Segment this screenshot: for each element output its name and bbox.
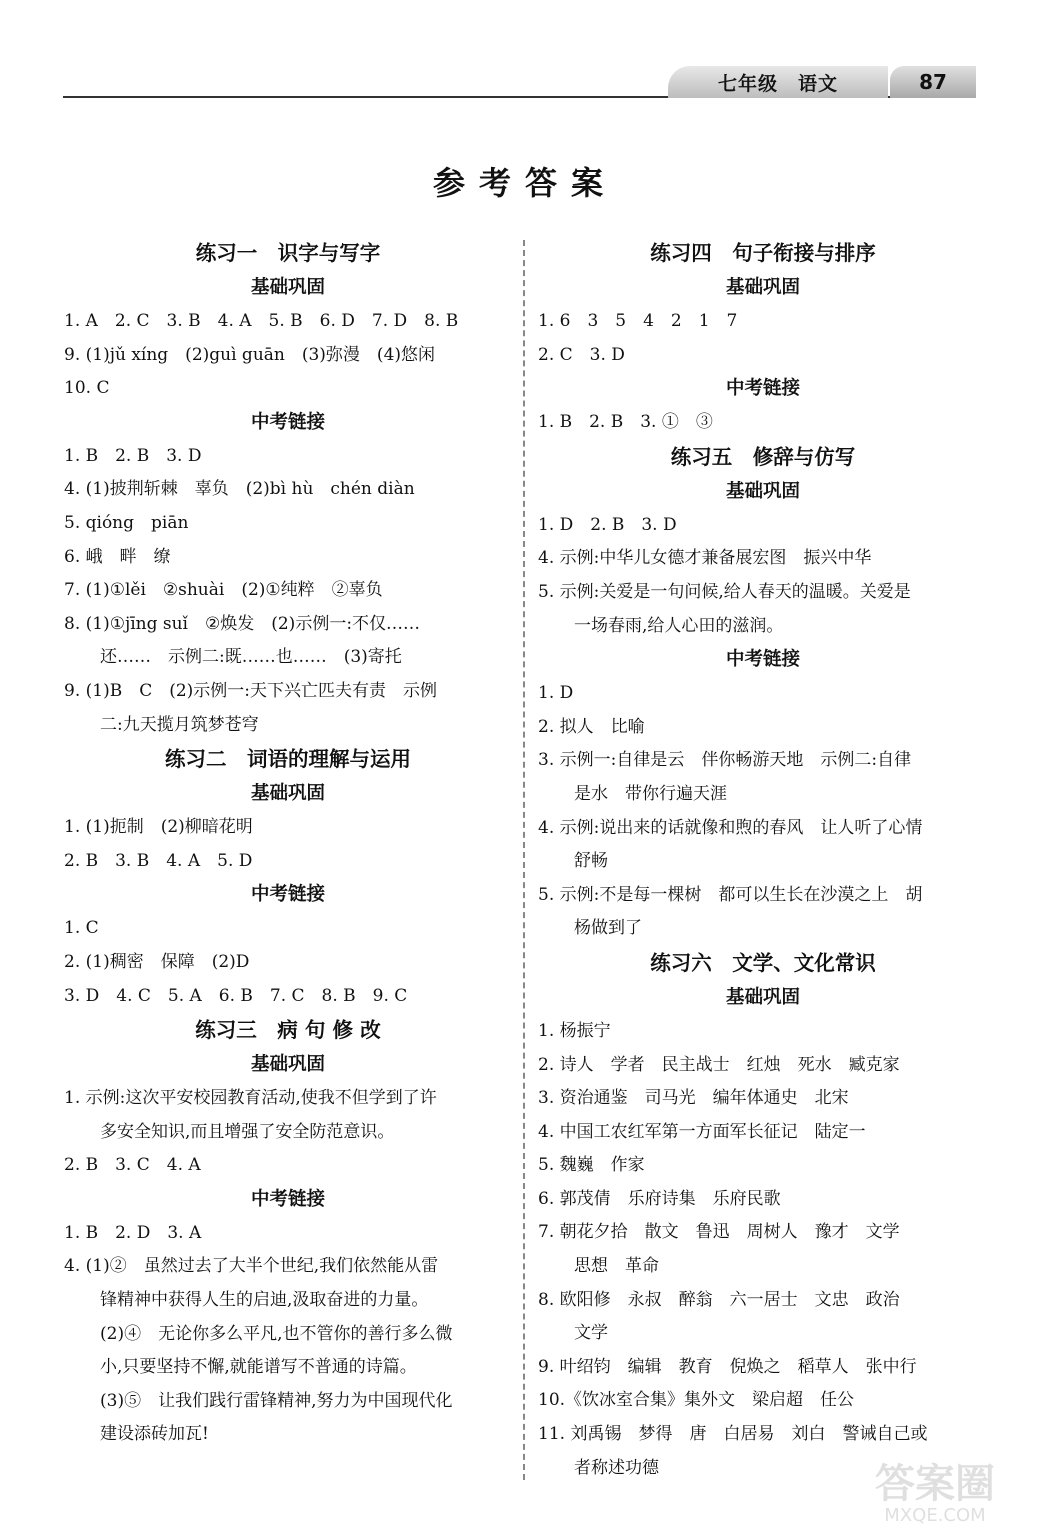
answer-line: 3. D 4. C 5. A 6. B 7. C 8. B 9. C: [64, 985, 408, 1006]
answer-line-continued: 还…… 示例二:既……也…… (3)寄托: [100, 647, 402, 668]
answer-line-continued: 一场春雨,给人心田的滋润。: [574, 615, 784, 636]
answer-line: 2. 拟人 比喻: [538, 716, 645, 737]
answer-line: 11. 刘禹锡 梦得 唐 白居易 刘白 警诫自己或: [538, 1424, 928, 1445]
left-column: [64, 236, 512, 1452]
answer-line: 1. B 2. D 3. A: [64, 1222, 202, 1243]
answer-line: 10.《饮冰室合集》集外文 梁启超 任公: [538, 1390, 855, 1411]
answer-line: 1. D 2. B 3. D: [538, 514, 677, 535]
subsection-title: 基础巩固: [725, 277, 800, 298]
answer-line-continued: 舒畅: [574, 851, 608, 872]
answer-line: 9. 叶绍钧 编辑 教育 倪焕之 稻草人 张中行: [538, 1356, 917, 1377]
answer-line: 1. 杨振宁: [538, 1020, 611, 1041]
answer-line: 3. 示例一:自律是云 伴你畅游天地 示例二:自律: [538, 750, 912, 771]
answer-line: 1. B 2. B 3. ① ③: [538, 412, 713, 433]
answer-line: 3. 资治通鉴 司马光 编年体通史 北宋: [538, 1088, 849, 1109]
answer-line-continued: 者称述功德: [574, 1457, 659, 1478]
answer-line-continued: 是水 带你行遍天涯: [574, 783, 727, 804]
subsection-title: 基础巩固: [250, 783, 325, 805]
subsection-title: 中考链接: [250, 1188, 325, 1210]
right-column: [538, 236, 988, 1485]
answer-line: 1. 6 3 5 4 2 1 7: [538, 311, 738, 331]
answer-line: 4. (1)② 虽然过去了大半个世纪,我们依然能从雷: [64, 1256, 439, 1277]
answer-line: 5. 示例:不是每一棵树 都可以生长在沙漠之上 胡: [538, 884, 923, 905]
subsection-title: 中考链接: [250, 411, 325, 433]
page-title: 参考答案: [432, 164, 617, 202]
answer-line: 6. 峨 畔 缭: [64, 546, 171, 567]
header-subject: 七年级 语文: [717, 72, 838, 95]
answer-line: 9. (1)B C (2)示例一:天下兴亡匹夫有责 示例: [64, 680, 438, 701]
answer-line-continued: 二:九天揽月筑梦苍穹: [100, 714, 259, 735]
answer-line: 5. 示例:关爱是一句问候,给人春天的温暖。关爱是: [538, 581, 911, 602]
watermark-url: MXQE.COM: [884, 1505, 986, 1526]
answer-line: 7. 朝花夕拾 散文 鲁迅 周树人 豫才 文学: [538, 1222, 900, 1243]
subsection-title: 基础巩固: [250, 277, 325, 298]
answer-line: 2. (1)稠密 保障 (2)D: [64, 951, 250, 972]
answer-line: 4. 示例:说出来的话就像和煦的春风 让人听了心情: [538, 817, 923, 838]
answer-line-continued: 思想 革命: [574, 1256, 659, 1277]
answer-line: 10. C: [64, 378, 110, 399]
answer-line-continued: (3)⑤ 让我们践行雷锋精神,努力为中国现代化: [100, 1390, 453, 1411]
answer-line-continued: 建设添砖加瓦!: [100, 1424, 209, 1445]
answer-line: 4. 中国工农红军第一方面军长征记 陆定一: [538, 1121, 866, 1142]
section-title: 练习二 词语的理解与运用: [165, 747, 411, 772]
answer-line-continued: 小,只要坚持不懈,就能谱写不普通的诗篇。: [100, 1357, 417, 1378]
section-title: 练习五 修辞与仿写: [670, 444, 856, 469]
answer-line: 9. (1)jǔ xíng (2)guì guān (3)弥漫 (4)悠闲: [64, 344, 436, 365]
answer-line: 4. 示例:中华儿女德才兼备展宏图 振兴中华: [538, 548, 872, 569]
answer-line-continued: 多安全知识,而且增强了安全防范意识。: [100, 1121, 395, 1142]
subsection-title: 基础巩固: [250, 1054, 325, 1076]
section-title: 练习一 识字与写字: [195, 241, 381, 265]
section-title: 练习四 句子衔接与排序: [650, 241, 876, 265]
header-page-tab: [890, 66, 976, 98]
answer-line: 1. A 2. C 3. B 4. A 5. B 6. D 7. D 8. B: [64, 311, 459, 331]
answer-line: 1. B 2. B 3. D: [64, 445, 202, 466]
page-number: 87: [919, 70, 947, 94]
column-divider: [523, 240, 525, 1480]
answer-line: 1. D: [538, 683, 574, 704]
answer-line: 1. C: [64, 918, 99, 939]
answer-line: 2. B 3. C 4. A: [64, 1155, 201, 1176]
subsection-title: 中考链接: [725, 649, 800, 671]
watermark-logo: [860, 1462, 1010, 1532]
answer-line: 5. qióng piān: [64, 512, 189, 533]
answer-line: 2. B 3. B 4. A 5. D: [64, 850, 253, 871]
header-subject-tab: [668, 66, 888, 98]
answer-line: 6. 郭茂倩 乐府诗集 乐府民歌: [538, 1188, 781, 1209]
answer-line-continued: 杨做到了: [574, 918, 642, 939]
answer-line-continued: 文学: [574, 1323, 608, 1344]
subsection-title: 基础巩固: [725, 986, 800, 1008]
answer-line-continued: (2)④ 无论你多么平凡,也不管你的善行多么微: [100, 1323, 453, 1344]
answer-line: 8. (1)①jīng suǐ ②焕发 (2)示例一:不仅……: [64, 613, 421, 634]
answer-line-continued: 锋精神中获得人生的启迪,汲取奋进的力量。: [100, 1290, 429, 1311]
answer-line: 1. (1)扼制 (2)柳暗花明: [64, 817, 253, 838]
watermark-text: 答案圈: [875, 1461, 995, 1507]
subsection-title: 中考链接: [250, 884, 325, 906]
answer-line: 5. 魏巍 作家: [538, 1155, 645, 1176]
answer-line: 1. 示例:这次平安校园教育活动,使我不但学到了许: [64, 1088, 437, 1109]
answer-line: 8. 欧阳修 永叔 醉翁 六一居士 文忠 政治: [538, 1289, 900, 1310]
subsection-title: 中考链接: [725, 378, 800, 400]
answer-line: 2. C 3. D: [538, 344, 625, 365]
section-title: 练习六 文学、文化常识: [650, 950, 876, 975]
subsection-title: 基础巩固: [725, 480, 800, 502]
answer-line: 4. (1)披荆斩棘 辜负 (2)bì hù chén diàn: [64, 479, 415, 500]
section-title: 练习三 病 句 修 改: [195, 1018, 381, 1043]
answer-line: 7. (1)①lěi ②shuài (2)①纯粹 ②辜负: [64, 580, 383, 601]
answer-line: 2. 诗人 学者 民主战士 红烛 死水 臧克家: [538, 1054, 900, 1075]
